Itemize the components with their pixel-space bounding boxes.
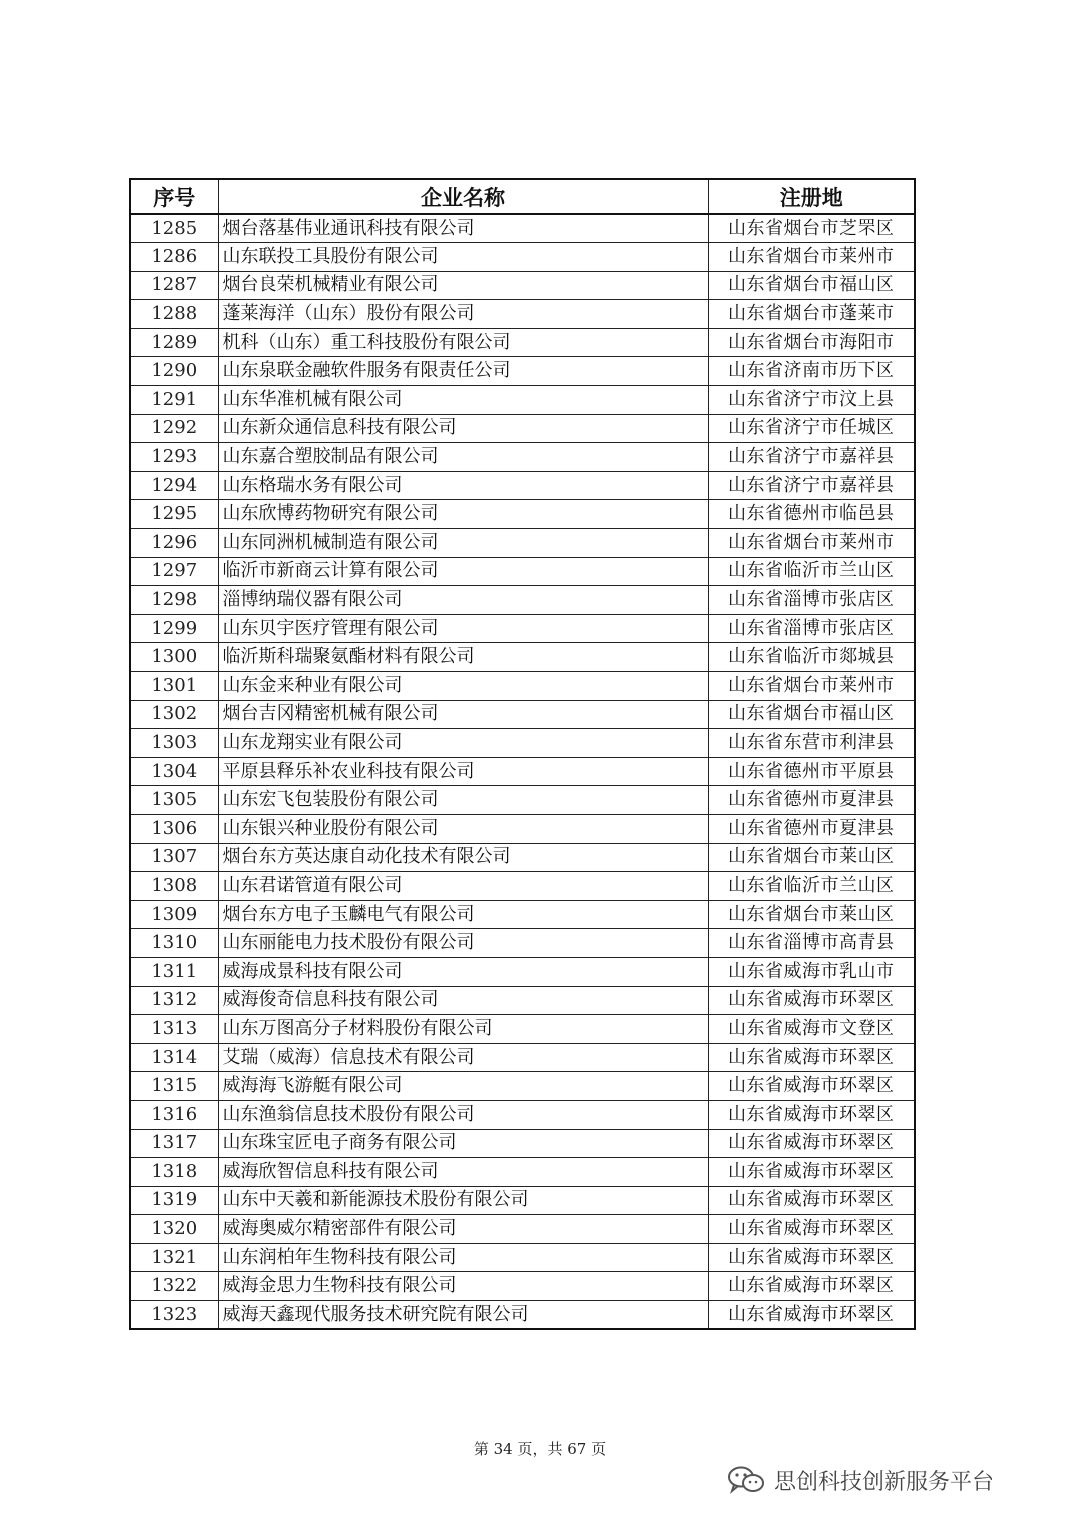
cell-serial-number: 1304 (130, 757, 218, 786)
cell-company-name: 山东格瑞水务有限公司 (218, 471, 708, 500)
wechat-icon (726, 1465, 766, 1495)
cell-serial-number: 1294 (130, 471, 218, 500)
cell-company-name: 烟台落基伟业通讯科技有限公司 (218, 214, 708, 243)
cell-registered-location: 山东省济宁市汶上县 (708, 386, 915, 415)
cell-registered-location: 山东省济宁市嘉祥县 (708, 471, 915, 500)
cell-registered-location: 山东省临沂市兰山区 (708, 557, 915, 586)
table-row (130, 471, 915, 500)
cell-company-name: 山东泉联金融软件服务有限责任公司 (218, 357, 708, 386)
cell-company-name: 山东金来种业有限公司 (218, 672, 708, 701)
table-row (130, 786, 915, 815)
table-row (130, 214, 915, 243)
cell-company-name: 山东华准机械有限公司 (218, 386, 708, 415)
table-row (130, 414, 915, 443)
cell-registered-location: 山东省德州市临邑县 (708, 500, 915, 529)
table-row (130, 614, 915, 643)
cell-company-name: 山东同洲机械制造有限公司 (218, 529, 708, 558)
cell-company-name: 威海天鑫现代服务技术研究院有限公司 (218, 1301, 708, 1330)
header-registered-location: 注册地 (708, 179, 915, 214)
cell-company-name: 威海奥威尔精密部件有限公司 (218, 1215, 708, 1244)
cell-serial-number: 1312 (130, 986, 218, 1015)
cell-company-name: 山东新众通信息科技有限公司 (218, 414, 708, 443)
cell-serial-number: 1311 (130, 957, 218, 986)
cell-serial-number: 1323 (130, 1301, 218, 1330)
table-row (130, 872, 915, 901)
table-row (130, 1215, 915, 1244)
cell-registered-location: 山东省威海市环翠区 (708, 1043, 915, 1072)
cell-company-name: 山东联投工具股份有限公司 (218, 243, 708, 272)
cell-company-name: 山东嘉合塑胶制品有限公司 (218, 443, 708, 472)
cell-registered-location: 山东省威海市环翠区 (708, 1129, 915, 1158)
cell-company-name: 机科（山东）重工科技股份有限公司 (218, 328, 708, 357)
table-row (130, 1243, 915, 1272)
cell-serial-number: 1320 (130, 1215, 218, 1244)
cell-registered-location: 山东省威海市环翠区 (708, 1215, 915, 1244)
cell-company-name: 山东渔翁信息技术股份有限公司 (218, 1100, 708, 1129)
table-row (130, 1015, 915, 1044)
cell-serial-number: 1291 (130, 386, 218, 415)
header-serial-number: 序号 (130, 179, 218, 214)
cell-registered-location: 山东省烟台市莱山区 (708, 843, 915, 872)
cell-serial-number: 1296 (130, 529, 218, 558)
cell-serial-number: 1315 (130, 1072, 218, 1101)
cell-registered-location: 山东省威海市环翠区 (708, 986, 915, 1015)
table-row (130, 1129, 915, 1158)
cell-company-name: 烟台东方电子玉麟电气有限公司 (218, 900, 708, 929)
page-footer: 第 34 页，共 67 页 (473, 1440, 607, 1458)
watermark (726, 1463, 994, 1497)
cell-serial-number: 1302 (130, 700, 218, 729)
cell-serial-number: 1313 (130, 1015, 218, 1044)
cell-serial-number: 1316 (130, 1100, 218, 1129)
cell-company-name: 山东贝宇医疗管理有限公司 (218, 614, 708, 643)
cell-serial-number: 1295 (130, 500, 218, 529)
cell-company-name: 临沂斯科瑞聚氨酯材料有限公司 (218, 643, 708, 672)
table-row (130, 700, 915, 729)
table-row (130, 529, 915, 558)
cell-serial-number: 1310 (130, 929, 218, 958)
cell-registered-location: 山东省烟台市莱州市 (708, 243, 915, 272)
cell-registered-location: 山东省济南市历下区 (708, 357, 915, 386)
cell-serial-number: 1298 (130, 586, 218, 615)
cell-serial-number: 1314 (130, 1043, 218, 1072)
cell-company-name: 烟台吉冈精密机械有限公司 (218, 700, 708, 729)
cell-serial-number: 1290 (130, 357, 218, 386)
cell-serial-number: 1319 (130, 1186, 218, 1215)
table-row (130, 271, 915, 300)
cell-serial-number: 1321 (130, 1243, 218, 1272)
cell-company-name: 烟台良荣机械精业有限公司 (218, 271, 708, 300)
cell-registered-location: 山东省临沂市郯城县 (708, 643, 915, 672)
table-row (130, 672, 915, 701)
table-row (130, 757, 915, 786)
cell-registered-location: 山东省威海市环翠区 (708, 1158, 915, 1187)
cell-registered-location: 山东省威海市文登区 (708, 1015, 915, 1044)
cell-company-name: 平原县释乐补农业科技有限公司 (218, 757, 708, 786)
cell-company-name: 山东宏飞包装股份有限公司 (218, 786, 708, 815)
table-row (130, 328, 915, 357)
cell-registered-location: 山东省淄博市张店区 (708, 614, 915, 643)
table-row (130, 1158, 915, 1187)
cell-registered-location: 山东省烟台市莱山区 (708, 900, 915, 929)
cell-company-name: 威海海飞游艇有限公司 (218, 1072, 708, 1101)
table-row (130, 986, 915, 1015)
cell-registered-location: 山东省德州市夏津县 (708, 814, 915, 843)
cell-registered-location: 山东省威海市乳山市 (708, 957, 915, 986)
cell-company-name: 威海金思力生物科技有限公司 (218, 1272, 708, 1301)
cell-serial-number: 1299 (130, 614, 218, 643)
cell-serial-number: 1289 (130, 328, 218, 357)
table-row (130, 929, 915, 958)
cell-company-name: 山东君诺管道有限公司 (218, 872, 708, 901)
table-row (130, 557, 915, 586)
table-row (130, 443, 915, 472)
cell-company-name: 威海俊奇信息科技有限公司 (218, 986, 708, 1015)
header-company-name: 企业名称 (218, 179, 708, 214)
table-row (130, 900, 915, 929)
cell-serial-number: 1286 (130, 243, 218, 272)
cell-serial-number: 1309 (130, 900, 218, 929)
table-body (130, 214, 915, 1329)
cell-registered-location: 山东省威海市环翠区 (708, 1272, 915, 1301)
cell-serial-number: 1300 (130, 643, 218, 672)
cell-company-name: 淄博纳瑞仪器有限公司 (218, 586, 708, 615)
table-row (130, 586, 915, 615)
cell-registered-location: 山东省淄博市张店区 (708, 586, 915, 615)
cell-serial-number: 1317 (130, 1129, 218, 1158)
cell-serial-number: 1322 (130, 1272, 218, 1301)
table-row (130, 1100, 915, 1129)
cell-serial-number: 1287 (130, 271, 218, 300)
cell-company-name: 山东万图高分子材料股份有限公司 (218, 1015, 708, 1044)
table-row (130, 957, 915, 986)
table-row (130, 643, 915, 672)
cell-registered-location: 山东省烟台市芝罘区 (708, 214, 915, 243)
cell-company-name: 山东丽能电力技术股份有限公司 (218, 929, 708, 958)
table-row (130, 1072, 915, 1101)
table-row (130, 1186, 915, 1215)
cell-company-name: 威海欣智信息科技有限公司 (218, 1158, 708, 1187)
cell-serial-number: 1305 (130, 786, 218, 815)
watermark-text: 思创科技创新服务平台 (774, 1469, 995, 1495)
table-row (130, 386, 915, 415)
cell-registered-location: 山东省济宁市嘉祥县 (708, 443, 915, 472)
table-row (130, 1272, 915, 1301)
table-row (130, 243, 915, 272)
table-row (130, 500, 915, 529)
table-row (130, 357, 915, 386)
cell-registered-location: 山东省烟台市蓬莱市 (708, 300, 915, 329)
header-row (130, 179, 915, 214)
cell-company-name: 山东珠宝匠电子商务有限公司 (218, 1129, 708, 1158)
cell-registered-location: 山东省临沂市兰山区 (708, 872, 915, 901)
cell-company-name: 山东欣博药物研究有限公司 (218, 500, 708, 529)
cell-registered-location: 山东省淄博市高青县 (708, 929, 915, 958)
cell-serial-number: 1285 (130, 214, 218, 243)
cell-company-name: 山东银兴种业股份有限公司 (218, 814, 708, 843)
cell-company-name: 山东龙翔实业有限公司 (218, 729, 708, 758)
cell-serial-number: 1306 (130, 814, 218, 843)
cell-serial-number: 1292 (130, 414, 218, 443)
cell-serial-number: 1308 (130, 872, 218, 901)
cell-registered-location: 山东省济宁市任城区 (708, 414, 915, 443)
cell-registered-location: 山东省德州市平原县 (708, 757, 915, 786)
cell-registered-location: 山东省威海市环翠区 (708, 1100, 915, 1129)
cell-registered-location: 山东省烟台市福山区 (708, 271, 915, 300)
cell-registered-location: 山东省烟台市莱州市 (708, 672, 915, 701)
cell-serial-number: 1318 (130, 1158, 218, 1187)
cell-serial-number: 1293 (130, 443, 218, 472)
cell-registered-location: 山东省威海市环翠区 (708, 1072, 915, 1101)
cell-company-name: 蓬莱海洋（山东）股份有限公司 (218, 300, 708, 329)
cell-registered-location: 山东省威海市环翠区 (708, 1301, 915, 1330)
table-header (130, 179, 915, 214)
cell-registered-location: 山东省烟台市海阳市 (708, 328, 915, 357)
table-row (130, 1043, 915, 1072)
cell-registered-location: 山东省德州市夏津县 (708, 786, 915, 815)
cell-serial-number: 1303 (130, 729, 218, 758)
cell-registered-location: 山东省烟台市福山区 (708, 700, 915, 729)
cell-registered-location: 山东省东营市利津县 (708, 729, 915, 758)
cell-serial-number: 1307 (130, 843, 218, 872)
cell-registered-location: 山东省威海市环翠区 (708, 1186, 915, 1215)
cell-serial-number: 1288 (130, 300, 218, 329)
cell-registered-location: 山东省威海市环翠区 (708, 1243, 915, 1272)
table-row (130, 843, 915, 872)
cell-company-name: 山东润柏年生物科技有限公司 (218, 1243, 708, 1272)
cell-registered-location: 山东省烟台市莱州市 (708, 529, 915, 558)
cell-company-name: 威海成景科技有限公司 (218, 957, 708, 986)
table-row (130, 814, 915, 843)
cell-company-name: 临沂市新商云计算有限公司 (218, 557, 708, 586)
table-row (130, 1301, 915, 1330)
cell-serial-number: 1297 (130, 557, 218, 586)
table-row (130, 300, 915, 329)
company-table (129, 178, 916, 1330)
cell-company-name: 山东中天羲和新能源技术股份有限公司 (218, 1186, 708, 1215)
cell-company-name: 艾瑞（威海）信息技术有限公司 (218, 1043, 708, 1072)
cell-company-name: 烟台东方英达康自动化技术有限公司 (218, 843, 708, 872)
cell-serial-number: 1301 (130, 672, 218, 701)
table-row (130, 729, 915, 758)
